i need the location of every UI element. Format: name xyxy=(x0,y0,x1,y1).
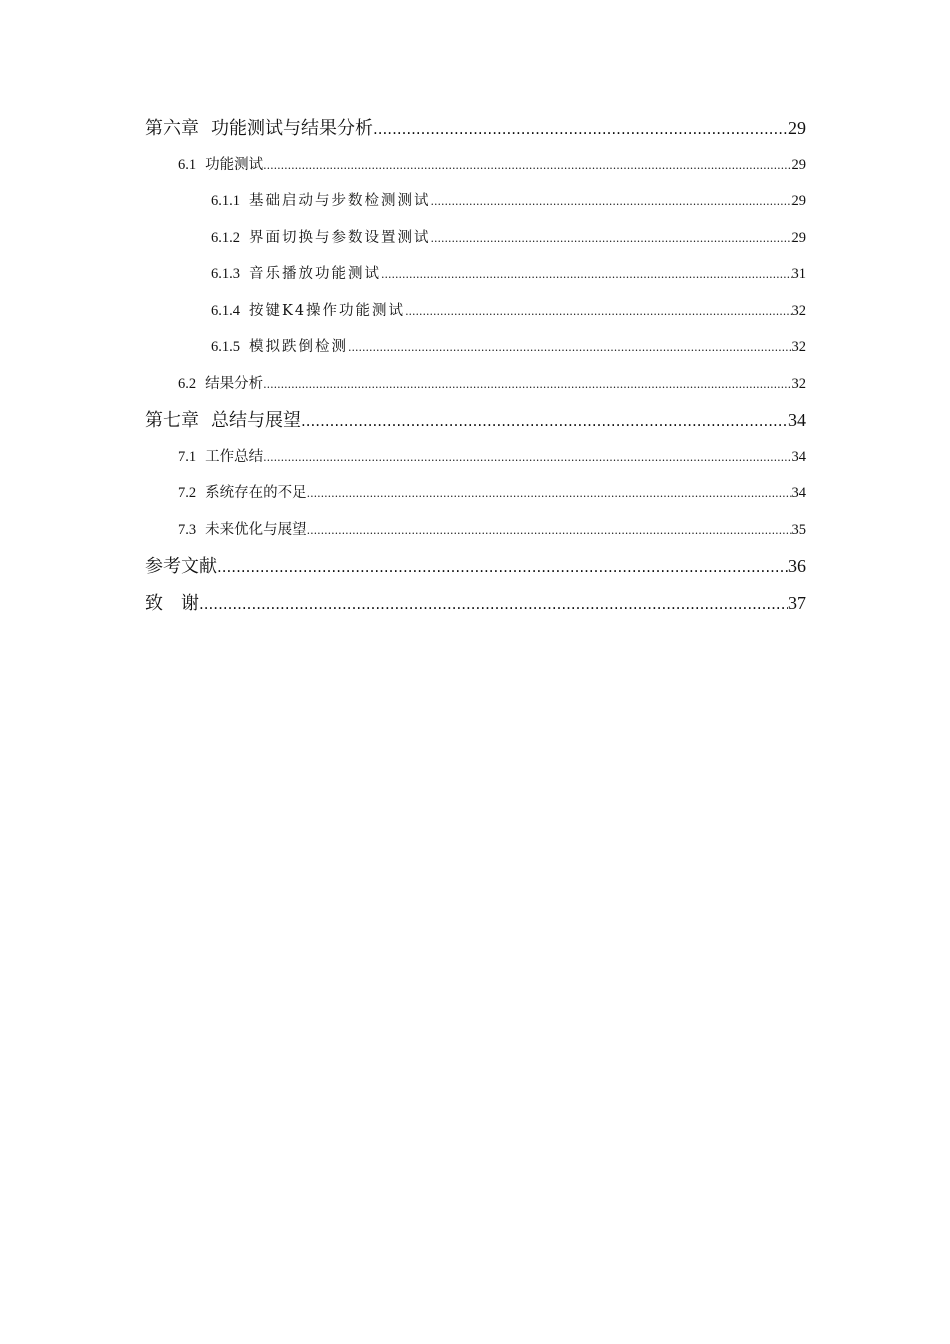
toc-entry-6-2[interactable] xyxy=(145,366,806,403)
toc-entry-page: 37 xyxy=(788,592,806,613)
toc-entry-chapter-6[interactable] xyxy=(145,110,806,147)
toc-entry-page: 35 xyxy=(791,521,806,538)
toc-entry-title: 功能测试 xyxy=(205,156,264,173)
toc-entry-6-1-1[interactable] xyxy=(145,183,806,220)
toc-entry-label xyxy=(211,329,348,366)
toc-entry-label xyxy=(178,366,263,403)
toc-entry-title: 功能测试与结果分析 xyxy=(211,118,373,139)
toc-entry-title: 系统存在的不足 xyxy=(205,485,307,501)
toc-entry-label xyxy=(145,110,373,148)
dot-leader xyxy=(307,512,792,550)
toc-entry-label xyxy=(211,256,381,293)
toc-entry-6-1-3[interactable] xyxy=(145,256,806,293)
toc-entry-page: 32 xyxy=(791,339,806,355)
toc-entry-number: 7.1 xyxy=(178,448,197,465)
dot-leader xyxy=(199,586,788,623)
dot-leader xyxy=(217,549,788,586)
toc-entry-title: 基础启动与步数检测测试 xyxy=(249,193,431,209)
toc-entry-title: 未来优化与展望 xyxy=(205,521,307,538)
toc-entry-label xyxy=(178,147,263,184)
toc-entry-label xyxy=(178,439,263,476)
toc-entry-page: 29 xyxy=(791,229,806,246)
toc-entry-title: 音乐播放功能测试 xyxy=(249,266,381,282)
dot-leader xyxy=(348,329,792,367)
toc-entry-6-1-4[interactable] xyxy=(145,293,806,330)
dot-leader xyxy=(301,403,788,440)
toc-entry-page: 34 xyxy=(791,448,806,465)
toc-entry-number: 第七章 xyxy=(145,410,199,430)
toc-entry-number: 6.1.2 xyxy=(211,229,240,246)
toc-entry-7-1[interactable] xyxy=(145,439,806,476)
toc-entry-number: 6.2 xyxy=(178,375,197,392)
dot-leader xyxy=(307,475,792,513)
table-of-contents xyxy=(145,110,806,621)
dot-leader xyxy=(263,439,791,477)
toc-entry-page: 29 xyxy=(791,156,806,173)
toc-entry-title: 总结与展望 xyxy=(211,410,301,431)
toc-entry-number: 第六章 xyxy=(145,118,199,138)
toc-entry-references[interactable] xyxy=(145,548,806,585)
dot-leader xyxy=(373,111,788,148)
toc-entry-number: 6.1.5 xyxy=(211,339,240,355)
toc-entry-number: 7.3 xyxy=(178,521,197,538)
toc-entry-label xyxy=(211,220,431,257)
toc-entry-title: 按键K4操作功能测试 xyxy=(249,302,406,319)
toc-entry-7-2[interactable] xyxy=(145,475,806,512)
toc-entry-page: 36 xyxy=(788,556,806,576)
toc-entry-page: 34 xyxy=(791,485,806,501)
toc-entry-page: 31 xyxy=(791,266,806,282)
toc-entry-6-1-5[interactable] xyxy=(145,329,806,366)
toc-entry-title: 模拟跌倒检测 xyxy=(249,339,348,355)
toc-entry-acknowledgements[interactable] xyxy=(145,585,806,622)
toc-entry-number: 6.1.3 xyxy=(211,266,240,282)
toc-entry-page: 32 xyxy=(791,375,806,392)
toc-entry-number: 6.1 xyxy=(178,156,197,173)
toc-entry-title: 界面切换与参数设置测试 xyxy=(249,229,431,246)
toc-entry-label xyxy=(145,402,301,440)
toc-entry-number: 6.1.1 xyxy=(211,193,240,209)
toc-entry-number: 7.2 xyxy=(178,485,197,501)
toc-entry-label xyxy=(211,183,431,220)
toc-entry-6-1-2[interactable] xyxy=(145,220,806,257)
toc-entry-7-3[interactable] xyxy=(145,512,806,549)
dot-leader xyxy=(381,256,792,294)
toc-entry-page: 32 xyxy=(791,302,806,319)
toc-entry-6-1[interactable] xyxy=(145,147,806,184)
dot-leader xyxy=(431,220,792,258)
toc-entry-label xyxy=(178,475,307,512)
toc-entry-chapter-7[interactable] xyxy=(145,402,806,439)
dot-leader xyxy=(405,293,791,331)
dot-leader xyxy=(431,183,792,221)
dot-leader xyxy=(263,366,791,404)
toc-entry-title: 参考文献 xyxy=(145,556,217,577)
toc-entry-page: 34 xyxy=(788,410,806,430)
toc-entry-title: 工作总结 xyxy=(205,448,264,465)
toc-entry-page: 29 xyxy=(791,193,806,209)
toc-entry-label xyxy=(178,512,307,549)
toc-entry-label xyxy=(211,293,405,330)
toc-entry-number: 6.1.4 xyxy=(211,302,240,319)
toc-entry-title: 致 谢 xyxy=(145,592,199,614)
toc-entry-title: 结果分析 xyxy=(205,375,264,392)
dot-leader xyxy=(263,147,791,185)
toc-entry-page: 29 xyxy=(788,118,806,138)
